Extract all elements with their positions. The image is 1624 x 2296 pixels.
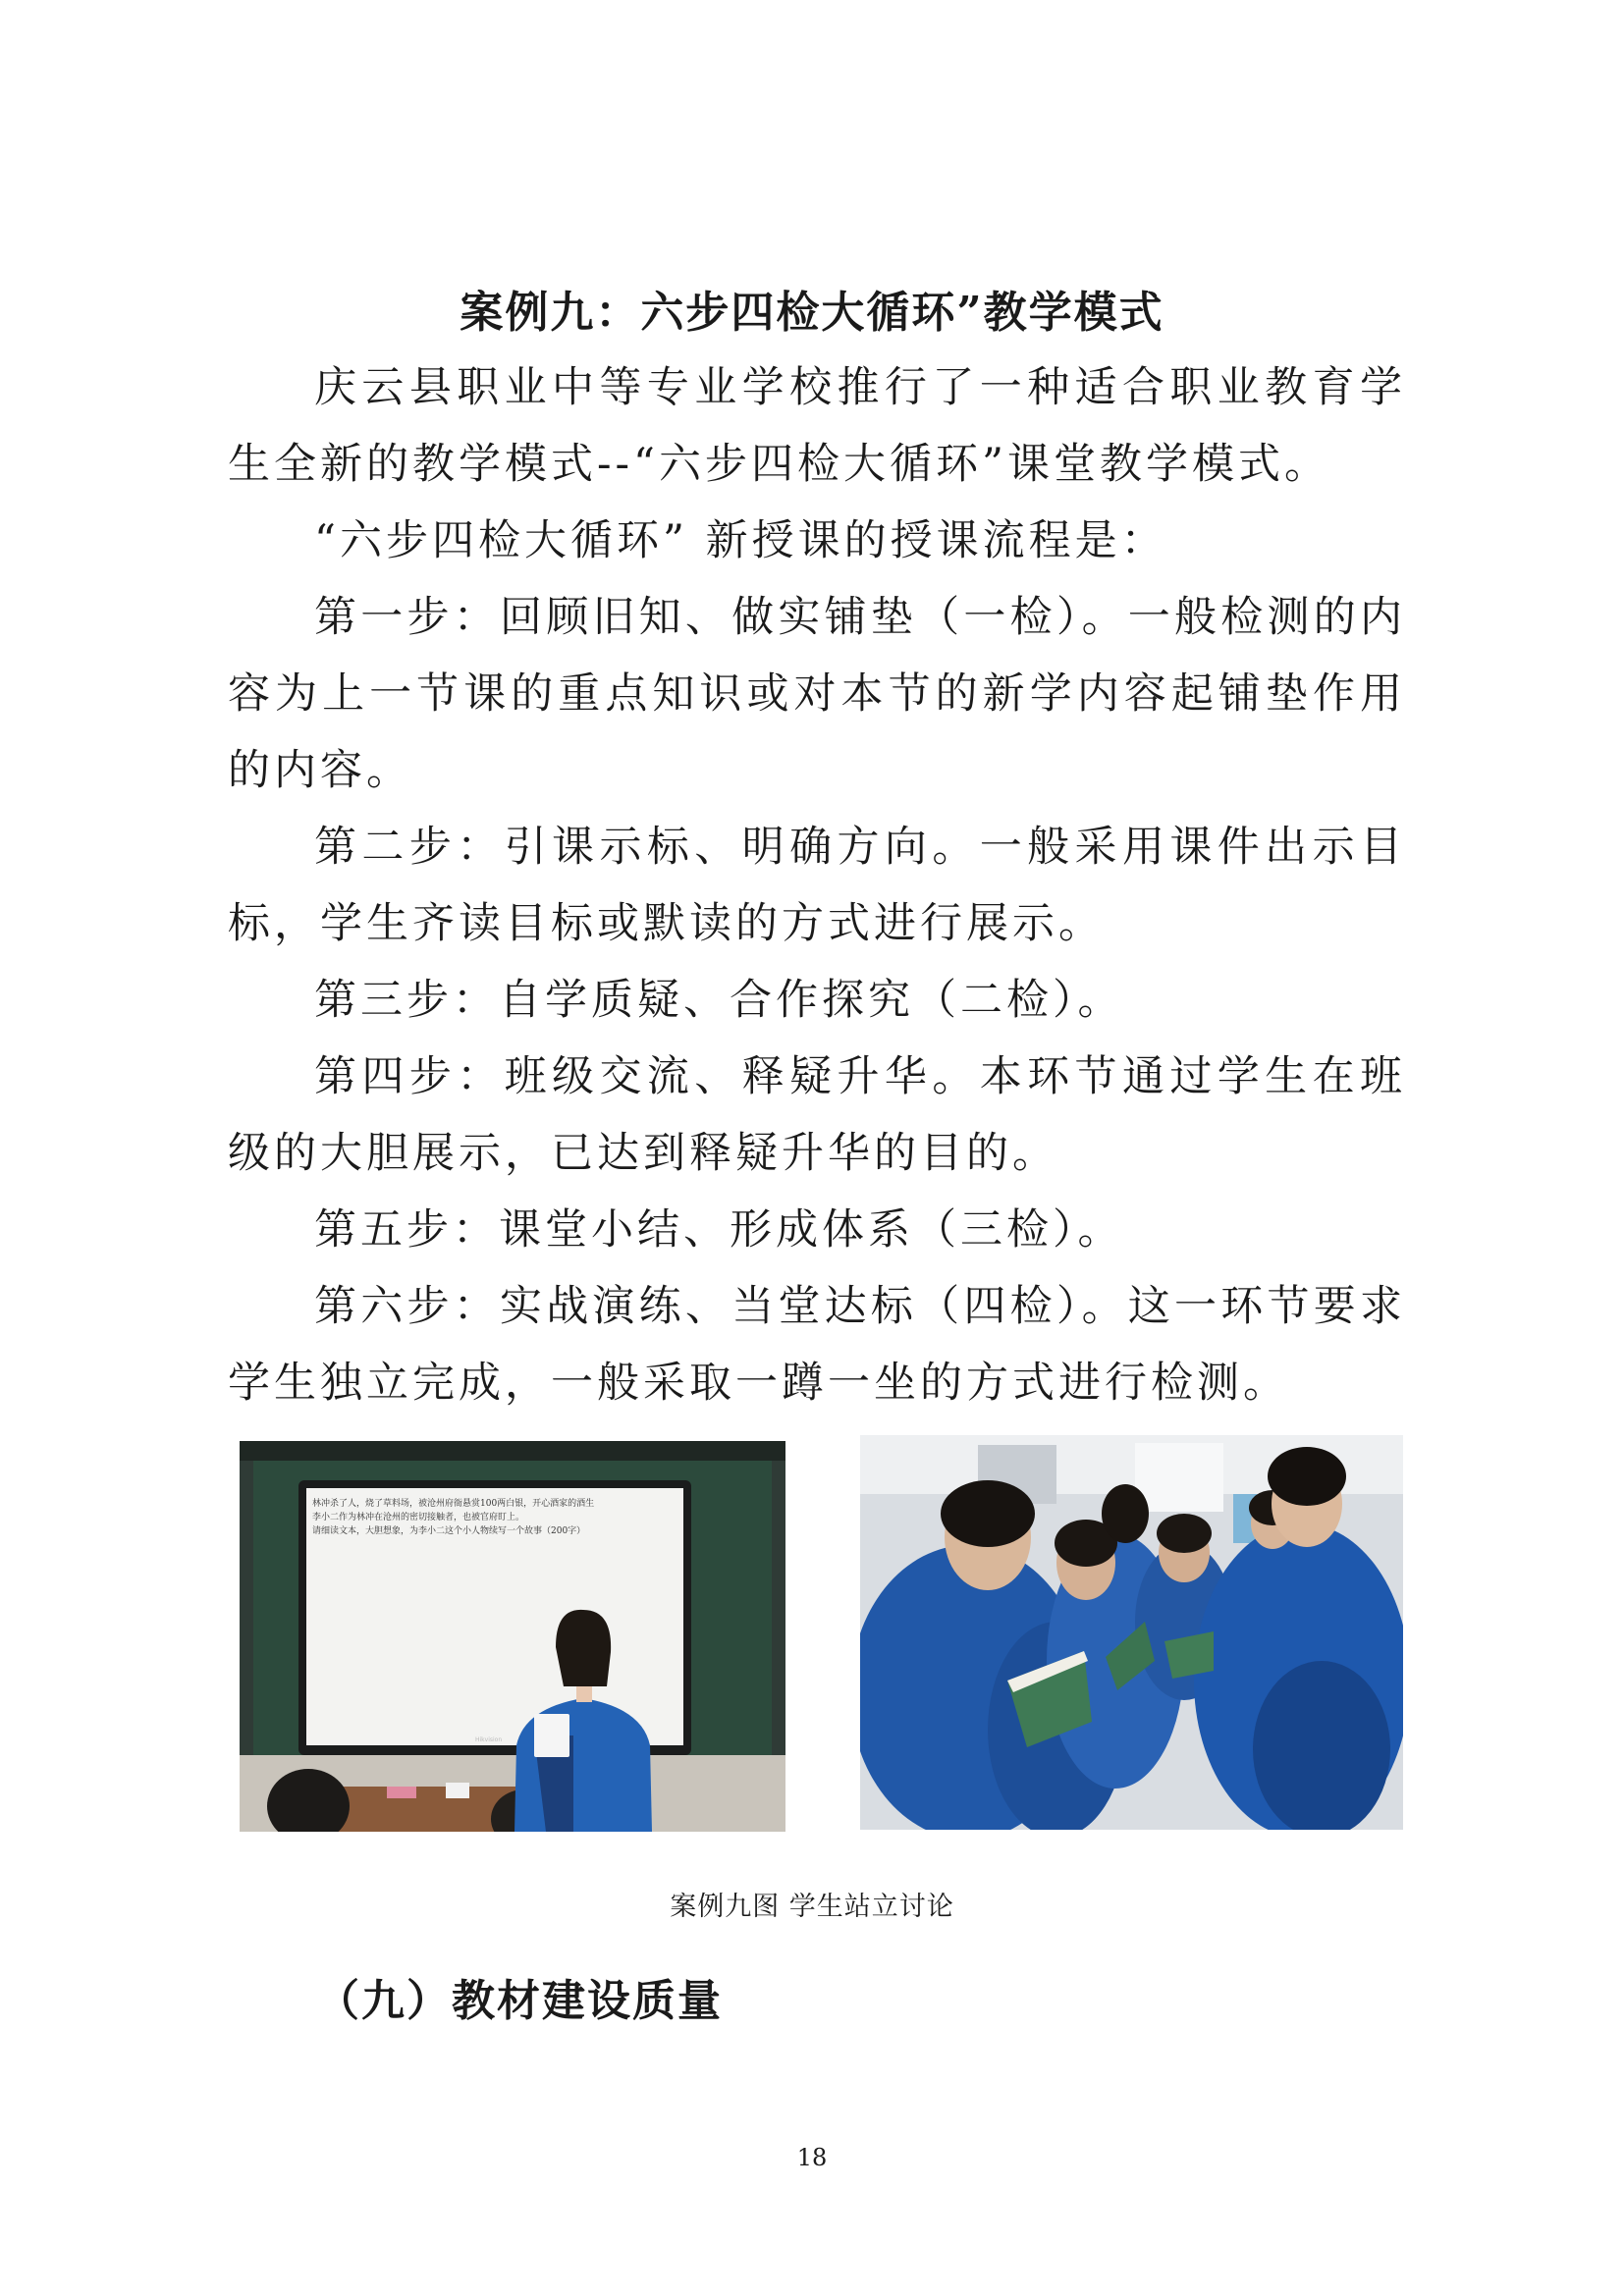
body-text bbox=[228, 349, 1406, 1421]
paragraph-intro: 庆云县职业中等专业学校推行了一种适合职业教育学生全新的教学模式--“六步四检大循环”课堂教学模式。 bbox=[228, 363, 1406, 489]
screen-line-2: 李小二作为林冲在沧州的密切接触者，也被官府盯上。 bbox=[312, 1513, 525, 1522]
screen-line-3: 请细读文本，大胆想象，为李小二这个小人物续写一个故事（200字） bbox=[312, 1526, 586, 1536]
page-number: 18 bbox=[796, 2144, 828, 2171]
case-title: 案例九：六步四检大循环”教学模式 bbox=[460, 288, 1164, 338]
paragraph-step-1: 第一步：回顾旧知、做实铺垫（一检）。一般检测的内容为上一节课的重点知识或对本节的新学内容起铺垫作用的内容。 bbox=[228, 593, 1406, 795]
paragraph-step-2: 第二步：引课示标、明确方向。一般采用课件出示目标，学生齐读目标或默读的方式进行展示。 bbox=[228, 823, 1406, 948]
classroom-presentation-photo bbox=[240, 1441, 785, 1832]
screen-brand: Hikvision bbox=[475, 1736, 503, 1743]
paragraph-step-4: 第四步：班级交流、释疑升华。本环节通过学生在班级的大胆展示，已达到释疑升华的目的。 bbox=[228, 1052, 1406, 1178]
screen-line-1: 林冲杀了人，烧了草料场，被沧州府衙悬赏100两白银，开心酒家的酒生 bbox=[312, 1499, 595, 1509]
paragraph-step-3: 第三步：自学质疑、合作探究（二检）。 bbox=[314, 976, 1124, 1025]
section-heading: （九）教材建设质量 bbox=[316, 1976, 723, 2026]
paragraph-flow-heading: “六步四检大循环” 新授课的授课流程是： bbox=[314, 516, 1167, 565]
photo-caption: 案例九图 学生站立讨论 bbox=[670, 1892, 954, 1922]
students-discussion-photo bbox=[860, 1435, 1403, 1830]
paragraph-step-5: 第五步：课堂小结、形成体系（三检）。 bbox=[314, 1205, 1124, 1255]
paragraph-step-6: 第六步：实战演练、当堂达标（四检）。这一环节要求学生独立完成，一般采取一蹲一坐的方式进行检测。 bbox=[228, 1282, 1406, 1408]
